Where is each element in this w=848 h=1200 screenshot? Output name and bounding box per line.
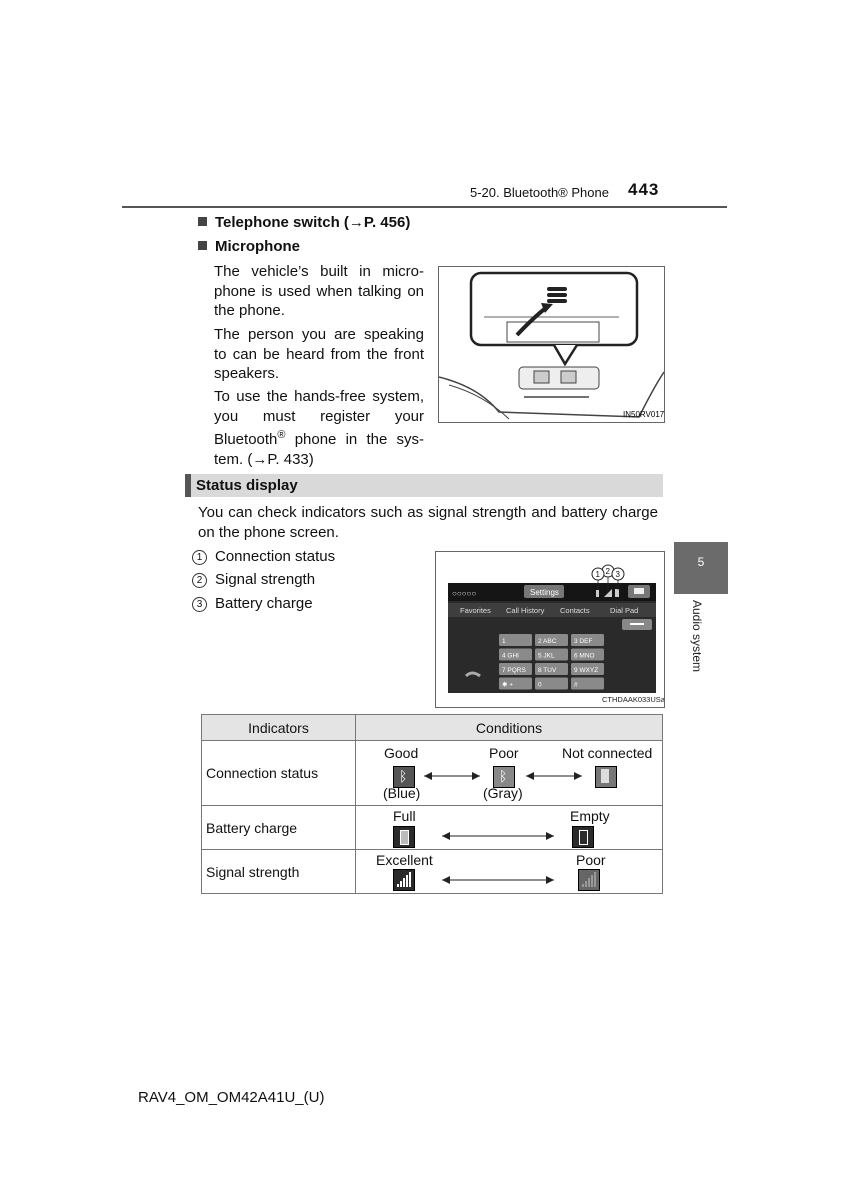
keypad-key-label: ✱ + (502, 681, 514, 689)
status-display-heading (185, 474, 663, 497)
microphone-heading (198, 238, 300, 255)
heading-accent (185, 474, 191, 497)
screen-settings: Settings (530, 588, 559, 597)
signal-conditions (356, 850, 663, 894)
svg-text:Dial Pad: Dial Pad (610, 606, 639, 615)
svg-text:3: 3 (615, 570, 620, 579)
row-label: Connection status (202, 741, 356, 806)
phone-screen-illustration (435, 551, 665, 708)
keypad-key-label: 3 DEF (574, 638, 593, 645)
keypad-key-label: 8 TUV (538, 667, 557, 674)
connection-conditions (356, 741, 663, 806)
keypad-key-label: # (574, 681, 578, 689)
condition-empty: Empty (570, 808, 610, 824)
phone-disconnected-icon (595, 766, 617, 788)
table-header-row (202, 715, 663, 741)
svg-text:1: 1 (595, 570, 600, 579)
condition-blue: (Blue) (383, 785, 421, 801)
table-row (202, 806, 663, 850)
screen-tabs (448, 603, 656, 617)
keypad-key-label: 1 (502, 638, 506, 645)
keypad-key-label: 5 JKL (538, 652, 555, 660)
telephone-switch-text: Telephone switch (→P. 456) (215, 214, 411, 231)
condition-poor: Poor (489, 745, 519, 761)
table-header: Indicators (202, 715, 356, 741)
condition-excellent: Excellent (376, 852, 433, 868)
mic-paragraph-3: To use the hands-free system, you must register your Bluetooth® phone in the sys-tem. (→P. 433) (214, 388, 424, 468)
status-intro: You can check indicators such as signal strength and battery charge on the phone screen. (198, 504, 658, 541)
condition-full: Full (393, 808, 416, 824)
keypad-key-label: 2 ABC (538, 638, 557, 645)
microphone-illustration (438, 266, 665, 423)
double-arrow-icon (524, 769, 584, 783)
header-rule (122, 206, 727, 208)
condition-not-connected: Not connected (562, 745, 653, 761)
screen-figure-code: CTHDAAK033USa (602, 695, 664, 704)
row-label: Battery charge (202, 806, 356, 850)
signal-poor-icon (578, 869, 600, 891)
keypad-key-label: 7 PQRS (502, 667, 526, 674)
battery-full-icon (393, 826, 415, 848)
table-header: Conditions (356, 715, 663, 741)
svg-text:2: 2 (605, 567, 610, 576)
svg-text:Contacts: Contacts (560, 606, 590, 615)
chapter-label: Audio system (690, 600, 704, 673)
double-arrow-icon (440, 829, 556, 843)
section-title: 5-20. Bluetooth® Phone (470, 185, 609, 200)
bluetooth-gray-icon: ᛒ (493, 766, 515, 788)
mic-paragraph-2: The person you are speaking to can be heard from the front speakers. (214, 326, 424, 382)
row-label: Signal strength (202, 850, 356, 894)
battery-conditions (356, 806, 663, 850)
list-item: 3 Battery charge (192, 595, 313, 612)
svg-text:Favorites: Favorites (460, 606, 491, 615)
list-item: 1 Connection status (192, 548, 335, 565)
phone-screen-drawing (436, 552, 664, 707)
mic-paragraph-1: The vehicle’s built in micro-phone is used when talking on the phone. (214, 263, 424, 319)
keypad-key-label: 4 GHI (502, 652, 519, 660)
double-arrow-icon (422, 769, 482, 783)
mic-figure-code: IN50RV017 (623, 410, 664, 419)
bullet-square-icon (198, 217, 207, 226)
telephone-switch-heading (198, 214, 410, 231)
screen-circles: ○○○○○ (452, 589, 477, 598)
signal-excellent-icon (393, 869, 415, 891)
condition-gray: (Gray) (483, 785, 523, 801)
keypad-key-label: 0 (538, 681, 542, 689)
microphone-drawing (439, 267, 664, 422)
keypad-key-label: 6 MNO (574, 652, 595, 660)
condition-signal-poor: Poor (576, 852, 606, 868)
svg-text:Call History: Call History (506, 606, 545, 615)
indicators-table (201, 714, 663, 894)
table-row (202, 741, 663, 806)
keypad-key-label: 9 WXYZ (574, 667, 599, 674)
microphone-text: Microphone (215, 238, 300, 255)
chapter-tab: 5 (674, 542, 728, 594)
double-arrow-icon (440, 873, 556, 887)
page-number: 443 (628, 180, 660, 199)
bullet-square-icon (198, 241, 207, 250)
list-item: 2 Signal strength (192, 571, 315, 588)
condition-good: Good (384, 745, 419, 761)
document-footer: RAV4_OM_OM42A41U_(U) (138, 1089, 325, 1106)
bluetooth-blue-icon: ᛒ (393, 766, 415, 788)
status-display-title: Status display (196, 477, 298, 494)
battery-empty-icon (572, 826, 594, 848)
table-row (202, 850, 663, 894)
